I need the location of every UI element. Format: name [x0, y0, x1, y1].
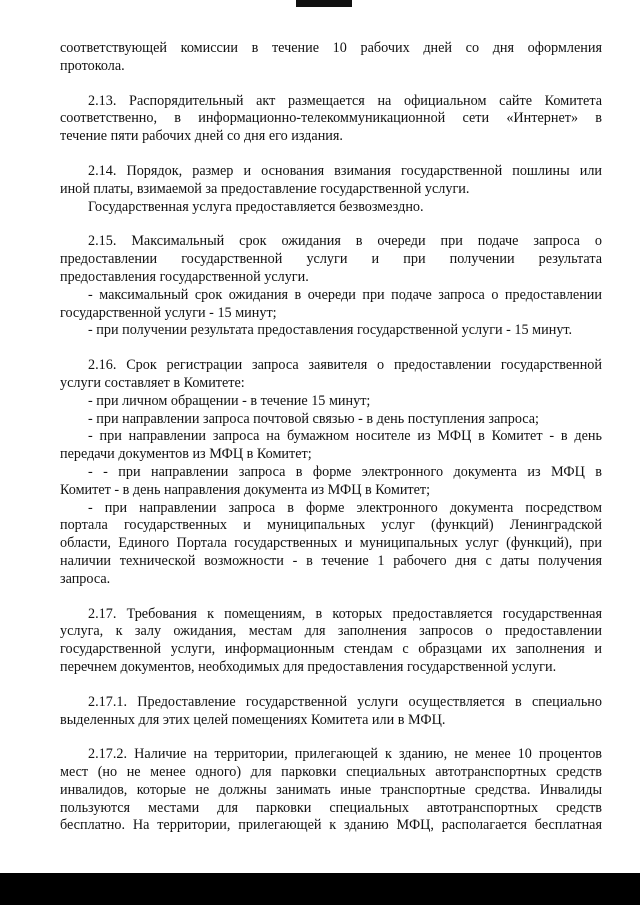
text-line: - максимальный срок ожидания в очереди при подаче запроса о предоставлении [88, 286, 602, 303]
text-line: - при направлении запроса в форме электронного документа посредством [88, 499, 602, 516]
text-line: течение пяти рабочих дней со дня его издания. [60, 128, 343, 145]
text-line: 2.14. Порядок, размер и основания взимания государственной пошлины или [88, 162, 602, 179]
text-line: перечнем документов, необходимых для предоставления государственной услуги. [60, 658, 557, 675]
scan-top-mark [296, 0, 352, 7]
text-line: соответственно, в информационно-телекоммуникационной сети «Интернет» в [60, 110, 602, 127]
paragraph-2-15 [60, 233, 602, 340]
text-line: инвалидов, которые не должны занимать иные транспортные средства. Инвалиды [60, 781, 602, 798]
paragraph-2-16 [60, 357, 602, 588]
text-line: 2.17.1. Предоставление государственной услуги осуществляется в специально [88, 693, 602, 710]
text-line: 2.15. Максимальный срок ожидания в очереди при подаче запроса о [88, 233, 602, 250]
text-line: мест (но не менее одного) для парковки специальных автотранспортных средств [60, 764, 602, 781]
text-line: 2.16. Срок регистрации запроса заявителя о предоставлении государственной [88, 357, 602, 374]
text-line: - при личном обращении - в течение 15 минут; [88, 392, 371, 409]
text-line: - при получении результата предоставления государственной услуги - 15 минут. [88, 322, 573, 339]
paragraph-2-17-1 [60, 694, 602, 730]
text-line: области, Единого Портала государственных и муниципальных услуг (функций), при [60, 535, 602, 552]
text-line: 2.17. Требования к помещениям, в которых предоставляется государственная [88, 605, 602, 622]
text-line: - при направлении запроса почтовой связью - в день поступления запроса; [88, 410, 539, 427]
text-line: иной платы, взимаемой за предоставление государственной услуги. [60, 180, 470, 197]
text-line: услуга, к залу ожидания, местам для заполнения запросов о предоставлении [60, 623, 602, 640]
text-line: Государственная услуга предоставляется безвозмездно. [88, 198, 424, 215]
text-line: наличии технической возможности - в течение 1 рабочего дня с даты получения [60, 552, 602, 569]
paragraph-2-12-end [60, 40, 602, 76]
text-line: - - при направлении запроса в форме электронного документа из МФЦ в [88, 463, 602, 480]
paragraph-2-14 [60, 163, 602, 216]
text-line: государственной услуги, информационным стендам с образцами их заполнения и [60, 641, 602, 658]
text-line: портала государственных и муниципальных услуг (функций) Ленинградской [60, 517, 602, 534]
text-line: передачи документов из МФЦ в Комитет; [60, 446, 312, 463]
paragraph-2-17-2 [60, 746, 602, 835]
paragraph-2-13 [60, 93, 602, 146]
text-line: услуги составляет в Комитете: [60, 374, 245, 391]
text-line: соответствующей комиссии в течение 10 рабочих дней со дня оформления [60, 40, 602, 56]
text-line: пользуются местами для парковки специальных автотранспортных средств [60, 799, 602, 816]
paragraph-2-17 [60, 606, 602, 677]
text-line: Комитет - в день направления документа из МФЦ в Комитет; [60, 481, 431, 498]
text-line: - при направлении запроса на бумажном носителе из МФЦ в Комитет - в день [88, 428, 602, 445]
text-line: выделенных для этих целей помещениях Комитета или в МФЦ. [60, 711, 446, 728]
text-line: 2.13. Распорядительный акт размещается на официальном сайте Комитета [88, 92, 602, 109]
text-line: бесплатно. На территории, прилегающей к зданию МФЦ, располагается бесплатная [60, 817, 602, 834]
text-line: протокола. [60, 57, 125, 74]
text-line: 2.17.2. Наличие на территории, прилегающей к зданию, не менее 10 процентов [88, 746, 602, 763]
scan-bottom-border [0, 873, 640, 905]
text-line: запроса. [60, 570, 111, 587]
text-line: государственной услуги - 15 минут; [60, 304, 277, 321]
document-page [60, 40, 602, 852]
text-line: предоставлении государственной услуги и при получении результата [60, 251, 602, 268]
text-line: предоставления государственной услуги. [60, 268, 309, 285]
